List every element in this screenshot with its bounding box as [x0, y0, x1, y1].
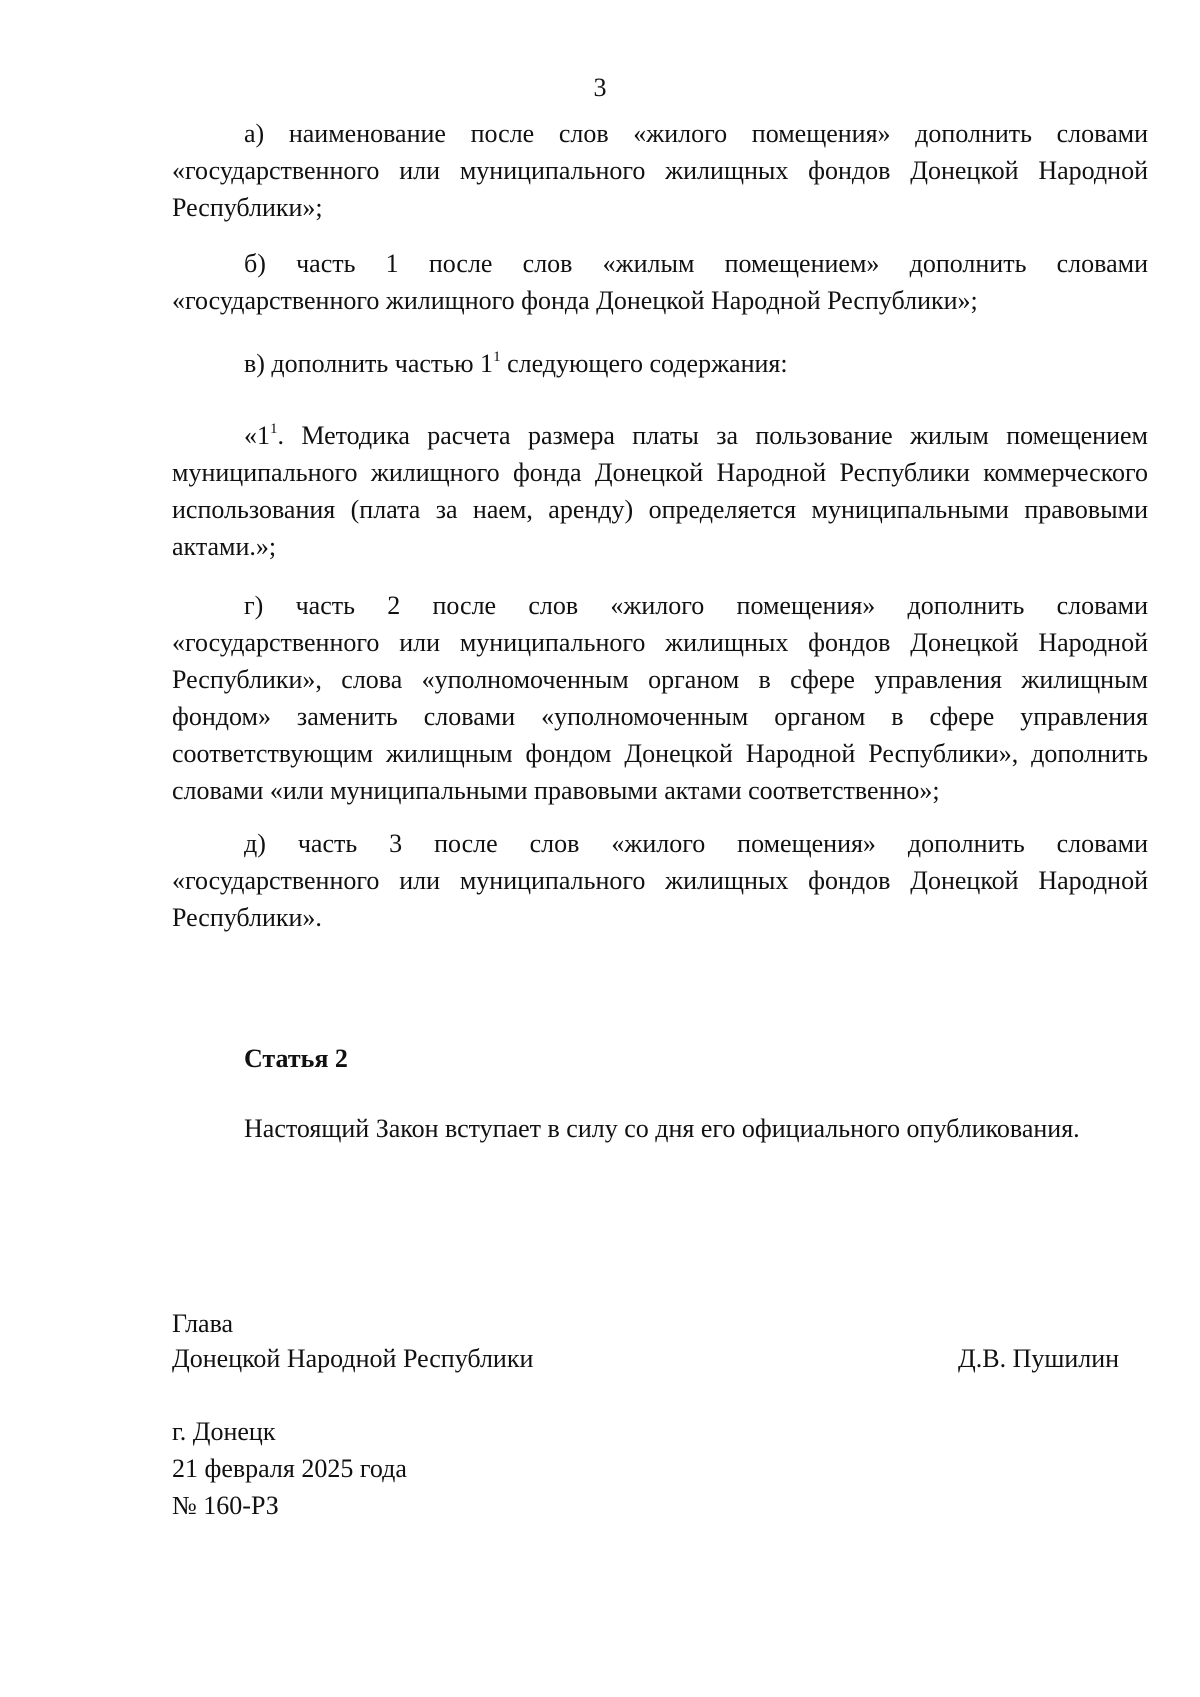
paragraph-b: б) часть 1 после слов «жилым помещением» дополнить словами «государственного жилищного фонда Донецкой Народной Республики»;	[172, 249, 1148, 315]
paragraph-quoted-part	[172, 417, 1148, 565]
article-2-heading: Статья 2	[244, 1044, 348, 1073]
signature-title-line1: Глава	[172, 1309, 234, 1338]
paragraph-v-text: в) дополнить частью 1	[244, 349, 494, 378]
signature-name: Д.В. Пушилин	[958, 1344, 1120, 1373]
footer-city: г. Донецк	[172, 1417, 276, 1446]
paragraph-v-text-end: следующего содержания:	[500, 349, 788, 378]
quoted-part-superscript: 1	[270, 421, 278, 437]
paragraph-g: г) часть 2 после слов «жилого помещения» дополнить словами «государственного или муниципального жилищных фондов Донецкой Народной Республики», слова «уполномоченным органом в сфере управления жилищным фондом» заменить словами «уполномоченным органом в сфере управления соответствующим жилищным фондом Донецкой Народной Республики», дополнить словами «или муниципальными правовыми актами соответственно»;	[172, 591, 1148, 805]
article-2-text: Настоящий Закон вступает в силу со дня его официального опубликования.	[244, 1114, 1080, 1143]
page-number: 3	[593, 73, 607, 102]
quoted-part-number: «1	[244, 421, 270, 450]
signature-title-line2: Донецкой Народной Республики	[172, 1344, 534, 1373]
footer-date: 21 февраля 2025 года	[172, 1454, 407, 1483]
paragraph-v-superscript: 1	[493, 349, 501, 365]
paragraph-v	[172, 345, 1148, 382]
quoted-part-text: . Методика расчета размера платы за пользование жилым помещением муниципального жилищного фонда Донецкой Народной Республики коммерческого использования (плата за наем, аренду) определяется муниципальными правовыми актами.»;	[172, 421, 1148, 561]
footer-number: № 160-РЗ	[172, 1491, 279, 1520]
paragraph-d: д) часть 3 после слов «жилого помещения» дополнить словами «государственного или муниципального жилищных фондов Донецкой Народной Республики».	[172, 829, 1148, 932]
paragraph-a: а) наименование после слов «жилого помещения» дополнить словами «государственного или муниципального жилищных фондов Донецкой Народной Республики»;	[172, 119, 1148, 222]
